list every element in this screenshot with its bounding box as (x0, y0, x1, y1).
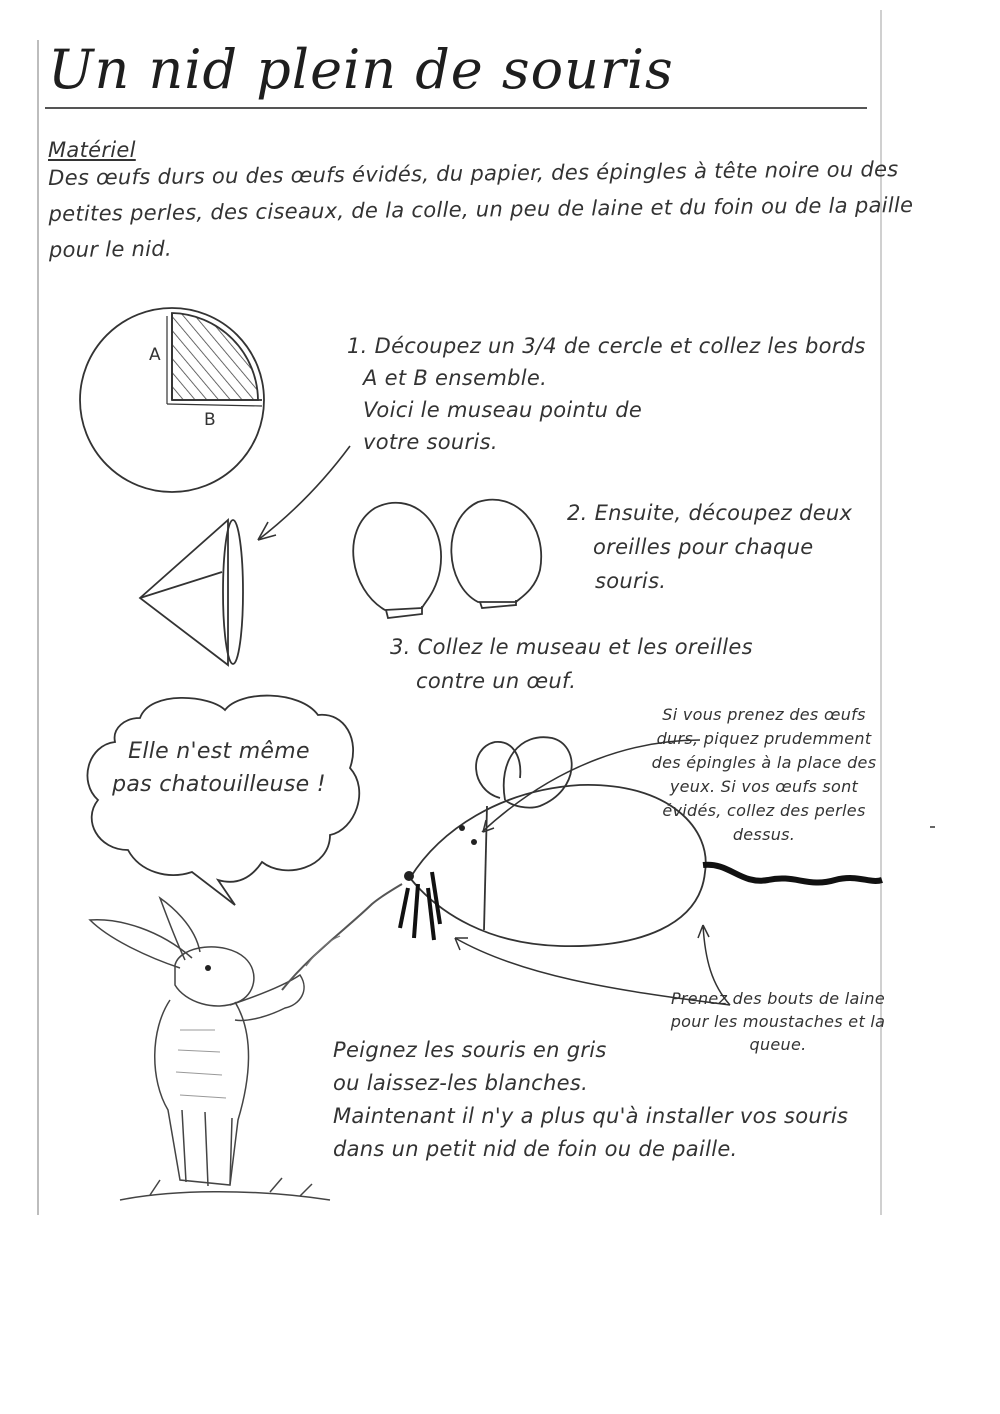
closing-line: Peignez les souris en gris (333, 1038, 607, 1062)
whiskers (400, 872, 440, 940)
closing-line: Maintenant il n'y a plus qu'à installer vos souris (333, 1104, 849, 1128)
tail (703, 865, 882, 883)
materials-line: pour le nid. (48, 236, 173, 262)
arrow-to-cone (258, 446, 350, 540)
cone-snout (140, 520, 243, 665)
note-wool-text: Prenez des bouts de laine pour les moustaches et la queue. (670, 989, 886, 1054)
rabbit-shading (176, 1030, 226, 1098)
rabbit-ear-right (160, 898, 200, 960)
step-1-line: 1. Découpez un 3/4 de cercle et collez les bords (347, 334, 866, 358)
step-1-text (347, 330, 866, 458)
edge-label-b: B (204, 410, 216, 430)
circle-diagram (80, 308, 264, 492)
step-1-line: Voici le museau pointu de (363, 398, 643, 422)
closing-text (333, 1034, 848, 1166)
rabbit-head (175, 947, 254, 1006)
step-2-text (567, 496, 852, 598)
step-2-line: oreilles pour chaque (593, 535, 814, 559)
mouse-eye-2 (471, 839, 477, 845)
page-title: Un nid plein de souris (48, 38, 674, 101)
closing-line: ou laissez-les blanches. (333, 1071, 589, 1095)
mouse-ear-2 (504, 737, 572, 807)
grass (120, 1178, 330, 1200)
ear-right (451, 500, 541, 602)
materials-label: Matériel (48, 138, 136, 162)
mouse-ear-1 (476, 742, 520, 798)
mouse-nose (404, 871, 414, 881)
step-3-text (390, 630, 753, 698)
step-2-line: 2. Ensuite, découpez deux (567, 501, 853, 525)
step-1-line: A et B ensemble. (363, 366, 548, 390)
rabbit-eye (205, 965, 211, 971)
step-3-line: 3. Collez le museau et les oreilles (390, 635, 753, 659)
step-1-line: votre souris. (363, 430, 498, 454)
edge-label-a: A (149, 345, 161, 365)
rabbit-legs (182, 1110, 232, 1186)
speech-bubble-text: Elle n'est même pas chatouilleuse ! (112, 739, 326, 797)
step-2-line: souris. (595, 569, 667, 593)
closing-line: dans un petit nid de foin ou de paille. (333, 1137, 738, 1161)
note-eyes-text: Si vous prenez des œufs durs, piquez prudemment des épingles à la place des yeux. Si vos œufs sont évidés, collez des perles dessus. (651, 705, 877, 844)
rabbit-body (155, 1000, 249, 1185)
mouse-eye-1 (459, 825, 465, 831)
step-3-line: contre un œuf. (416, 669, 577, 693)
materials-line: Des œufs durs ou des œufs évidés, du papier, des épingles à tête noire ou des (48, 157, 899, 190)
materials-line: petites perles, des ciseaux, de la colle, un peu de laine et du foin ou de la paille (48, 192, 914, 226)
cut-quarter-hatched (172, 313, 258, 400)
ears-cutouts (353, 500, 541, 618)
ear-left (353, 503, 441, 610)
